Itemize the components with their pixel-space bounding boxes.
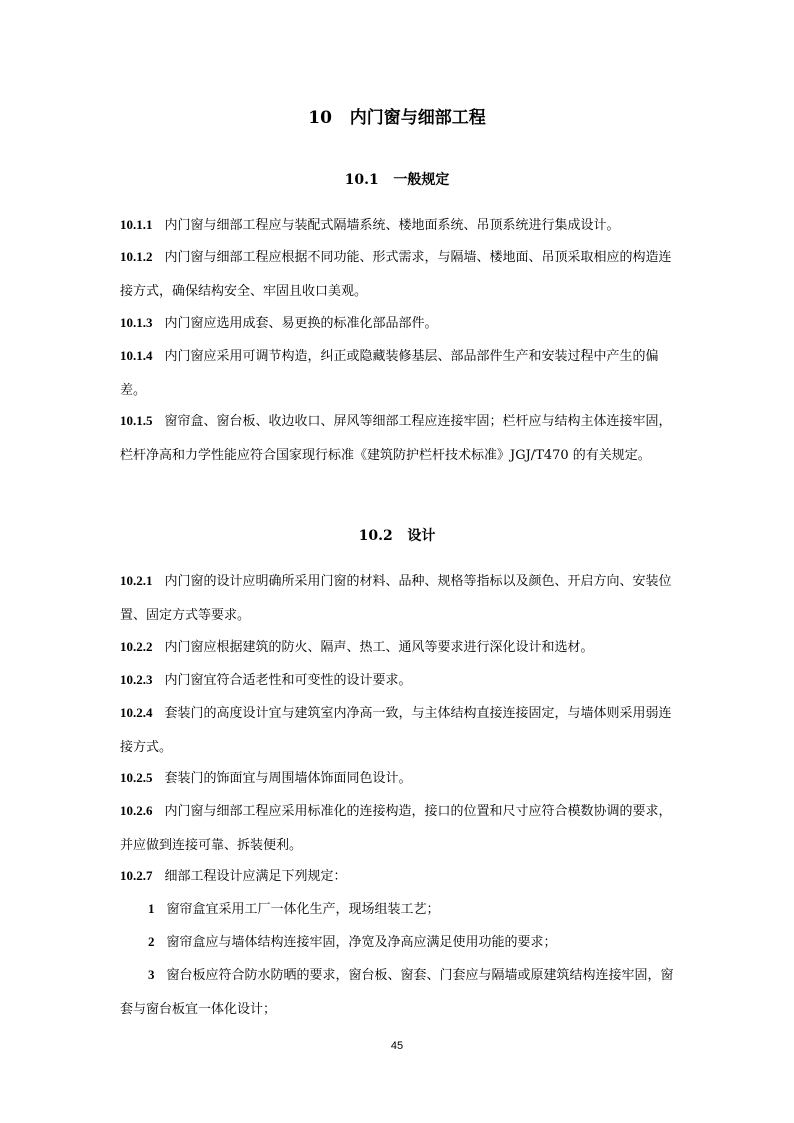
clause-number: 10.1.4 <box>120 348 153 363</box>
clause-10-2-5 <box>120 761 680 796</box>
clause-text: 内门窗的设计应明确所采用门窗的材料、品种、规格等指标以及颜色、开启方向、安装位置、固定方式等要求。 <box>120 574 672 623</box>
clause-10-2-7 <box>120 859 680 894</box>
clause-10-1-2 <box>120 240 680 309</box>
clause-10-2-1 <box>120 564 680 633</box>
clause-text: 内门窗应根据建筑的防火、隔声、热工、通风等要求进行深化设计和选材。 <box>164 640 594 655</box>
clause-10-2-4 <box>120 696 680 765</box>
clause-text: 套装门的高度设计宜与建筑室内净高一致，与主体结构直接连接固定，与墙体则采用弱连接方式。 <box>120 706 672 755</box>
clause-text: 细部工程设计应满足下列规定： <box>164 869 347 884</box>
clause-number: 10.2.7 <box>120 868 153 883</box>
clause-text: 内门窗与细部工程应根据不同功能、形式需求，与隔墙、楼地面、吊顶采取相应的构造连接方式，确保结构安全、牢固且收口美观。 <box>120 250 672 299</box>
item-text: 窗帘盒应与墙体结构连接牢固，净宽及净高应满足使用功能的要求； <box>166 935 557 950</box>
section-title-10-1 <box>0 168 794 192</box>
clause-number: 10.2.2 <box>120 639 153 654</box>
section-title-text: 一般规定 <box>393 172 450 188</box>
clause-text: 内门窗与细部工程应采用标准化的连接构造，接口的位置和尺寸应符合模数协调的要求，并应做到连接可靠、拆装便利。 <box>120 804 672 853</box>
list-item-1 <box>120 892 680 927</box>
clause-10-1-3 <box>120 306 680 341</box>
clause-number: 10.2.1 <box>120 573 153 588</box>
page-number: 45 <box>390 1040 404 1052</box>
chapter-title <box>0 104 794 132</box>
clause-number: 10.2.6 <box>120 803 153 818</box>
clause-text: 窗帘盒、窗台板、收边收口、屏风等细部工程应连接牢固；栏杆应与结构主体连接牢固，栏杆净高和力学性能应符合国家现行标准《建筑防护栏杆技术标准》JGJ/T470 的有关规定。 <box>120 414 672 463</box>
clause-text: 内门窗与细部工程应与装配式隔墙系统、楼地面系统、吊顶系统进行集成设计。 <box>164 218 620 233</box>
list-item-2 <box>120 925 680 960</box>
clause-10-1-1 <box>120 208 680 243</box>
clause-10-2-3 <box>120 663 680 698</box>
clause-text: 内门窗应采用可调节构造，纠正或隐藏装修基层、部品部件生产和安装过程中产生的偏差。 <box>120 349 659 398</box>
clause-text: 内门窗宜符合适老性和可变性的设计要求。 <box>164 673 412 688</box>
item-text: 窗台板应符合防水防晒的要求，窗台板、窗套、门套应与隔墙或原建筑结构连接牢固，窗套与窗台板宜一体化设计； <box>120 968 674 1017</box>
clause-10-2-6 <box>120 794 680 863</box>
clause-number: 10.2.5 <box>120 770 153 785</box>
item-number: 1 <box>148 901 155 916</box>
section-number: 10.2 <box>358 528 393 544</box>
clause-text: 套装门的饰面宜与周围墙体饰面同色设计。 <box>164 771 412 786</box>
chapter-number: 10 <box>308 108 332 128</box>
clause-number: 10.1.5 <box>120 413 153 428</box>
clause-number: 10.1.3 <box>120 315 153 330</box>
clause-number: 10.1.1 <box>120 217 153 232</box>
clause-10-2-2 <box>120 630 680 665</box>
list-item-3 <box>120 958 680 1027</box>
item-text: 窗帘盒宜采用工厂一体化生产，现场组装工艺； <box>166 902 440 917</box>
section-number: 10.1 <box>344 172 379 188</box>
clause-number: 10.1.2 <box>120 249 153 264</box>
clause-number: 10.2.3 <box>120 672 153 687</box>
clause-number: 10.2.4 <box>120 705 153 720</box>
item-number: 3 <box>148 967 155 982</box>
section-title-text: 设计 <box>407 528 436 544</box>
clause-10-1-5 <box>120 404 680 473</box>
section-title-10-2 <box>0 524 794 548</box>
clause-text: 内门窗应选用成套、易更换的标准化部品部件。 <box>164 316 438 331</box>
chapter-title-text: 内门窗与细部工程 <box>349 108 486 128</box>
clause-10-1-4 <box>120 339 680 408</box>
item-number: 2 <box>148 934 155 949</box>
